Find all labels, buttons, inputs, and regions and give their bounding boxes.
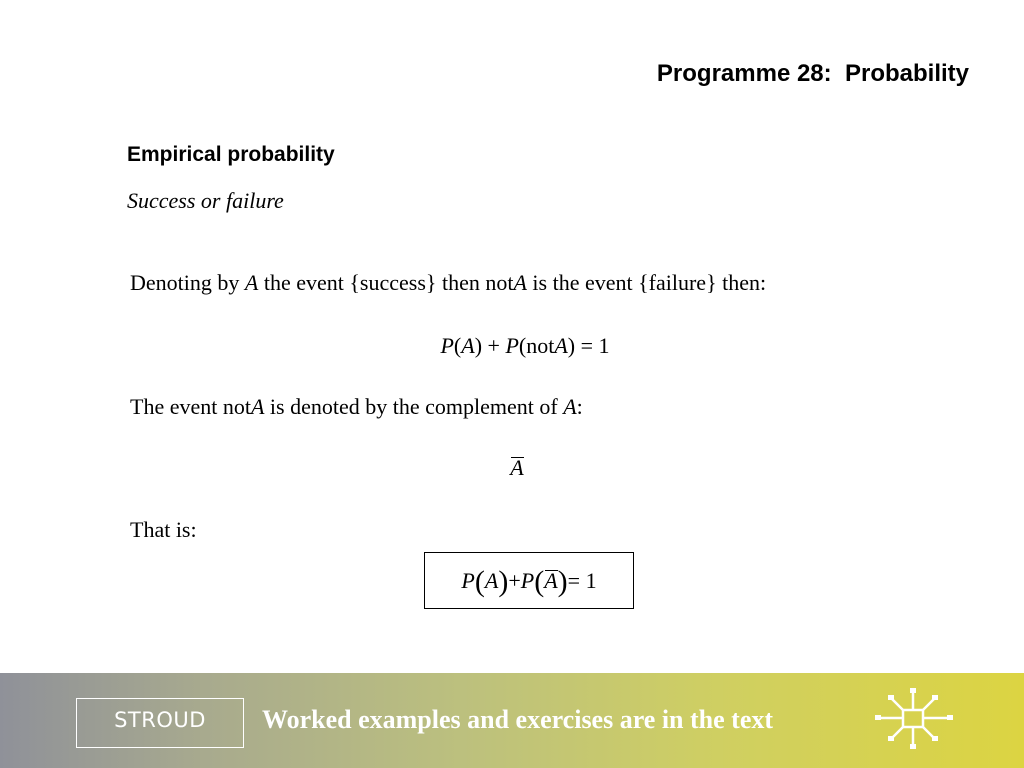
symbol-a: A [554,333,568,358]
programme-title: Programme 28: Probability [656,60,969,87]
symbol-a: A [484,567,499,593]
text: is denoted by the complement of [264,394,564,419]
stroud-logo-text: STROUD [114,708,206,732]
symbol-a: A [510,455,524,480]
text: Denoting by [130,270,245,295]
paragraph-that-is: That is: [130,517,197,542]
text: : [576,394,583,419]
right-paren: ) [557,564,568,598]
text: the event {success} then not [258,270,514,295]
eq-text: ( [453,333,462,358]
equation-sum-probabilities [13,333,1024,359]
left-paren: ( [474,564,485,598]
symbol-p: P [520,567,535,593]
boxed-equation [424,552,634,609]
symbol-p: P [505,333,519,358]
text: is the event {failure} then: [526,270,767,295]
paragraph-success-failure [130,270,766,296]
eq-text: (not [518,333,555,358]
footer-bar [0,673,1024,768]
stroud-logo [76,698,244,748]
symbol-p: P [461,567,475,593]
equation-complement-a [5,455,1024,481]
right-paren: ) [498,564,509,598]
section-heading: Empirical probability [127,143,335,166]
network-hub-icon [874,687,954,756]
eq-text: ) = 1 [567,333,610,358]
equals-one: = 1 [567,567,597,593]
symbol-a: A [544,567,558,593]
symbol-a: A [461,333,475,358]
variable-a: A [513,270,527,295]
a-bar [544,568,557,594]
plus-sign: + [508,567,521,593]
text: The event not [130,394,251,419]
variable-a: A [244,270,259,295]
a-bar [510,455,523,481]
variable-a: A [250,394,265,419]
footer-note: Worked examples and exercises are in the text [262,705,774,734]
eq-text: ) + [474,333,506,358]
paragraph-complement [130,394,583,420]
section-subheading: Success or failure [127,188,284,213]
variable-a: A [563,394,577,419]
symbol-p: P [440,333,454,358]
left-paren: ( [534,564,545,598]
